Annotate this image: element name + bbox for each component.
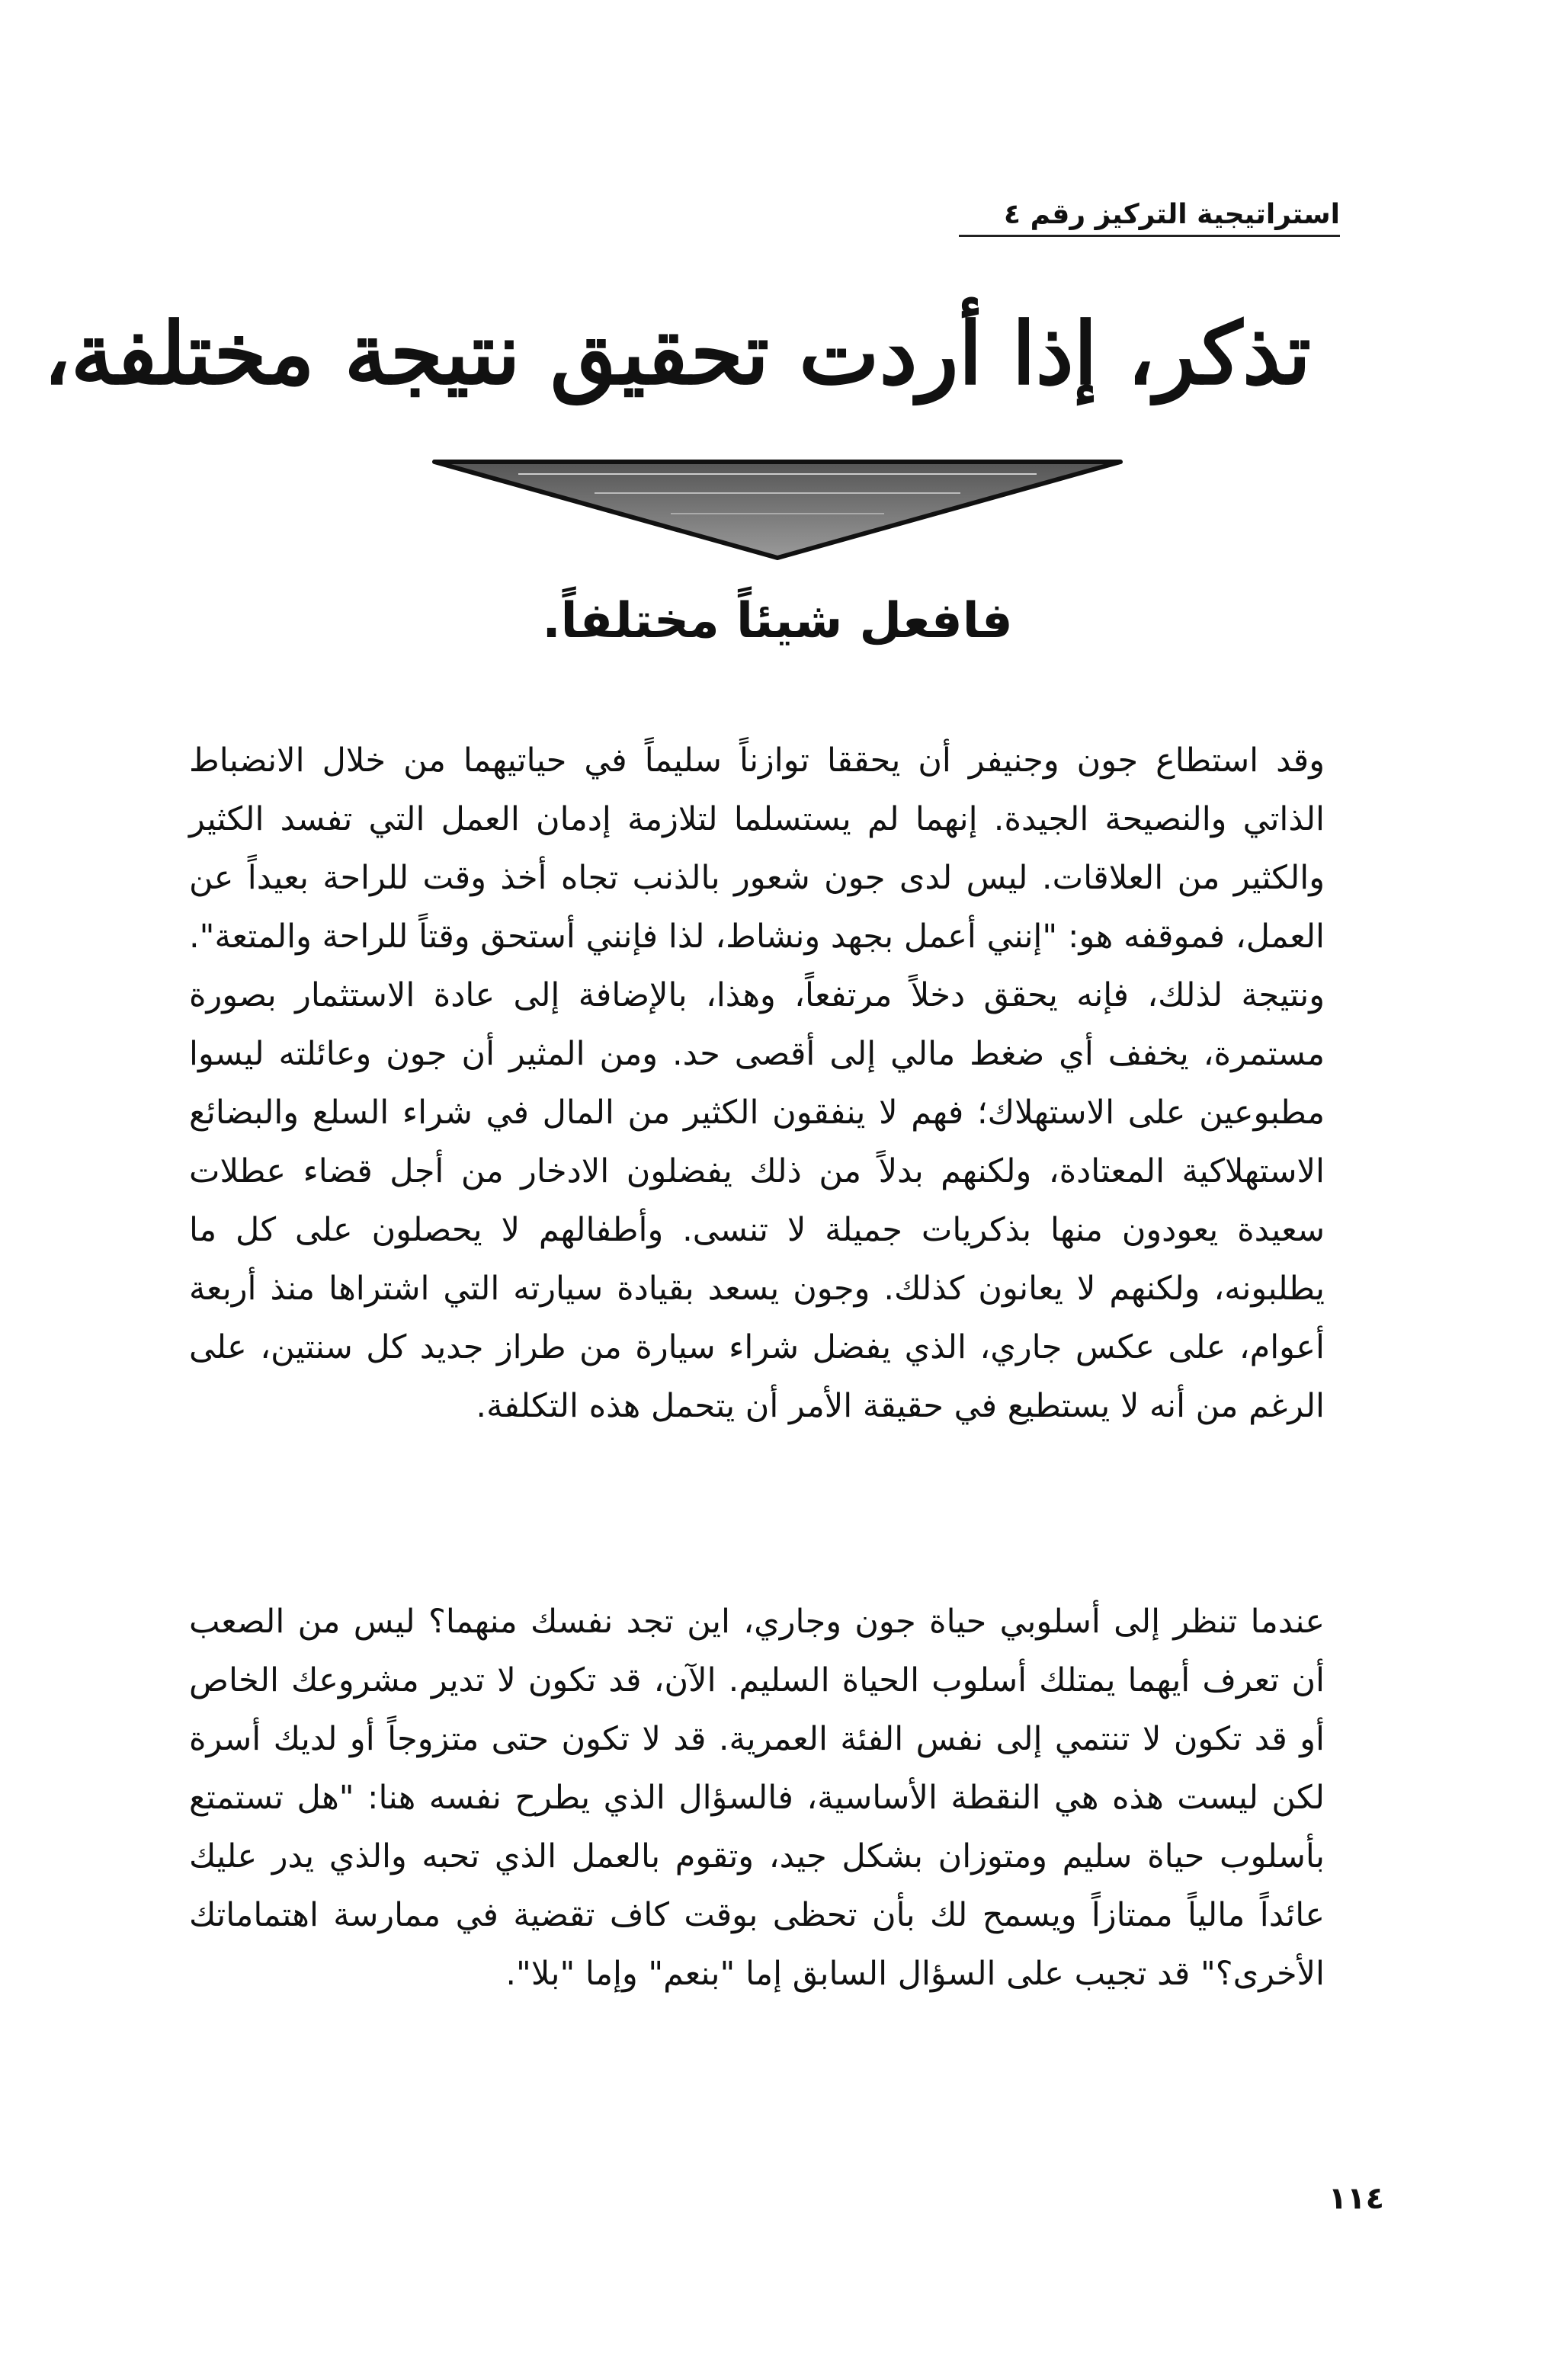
paragraph-2: عندما تنظر إلى أسلوبي حياة جون وجاري، اين تجد نفسك منهما؟ ليس من الصعب أن تعرف أيهما يمتلك أسلوب الحياة السليم. الآن، قد تكون لا تدير مشروعك الخاص أو قد تكون لا تنتمي إلى نفس الفئة العمرية. قد لا تكون حتى متزوجاً أو لديك أسرة لكن ليست هذه هي النقطة الأساسية، فالسؤال الذي يطرح نفسه هنا: "هل تستمتع بأسلوب حياة سليم ومتوزان بشكل جيد، وتقوم بالعمل الذي تحبه والذي يدر عليك عائداً مالياً ممتازاً ويسمح لك بأن تحظى بوقت كاف تقضية في ممارسة اهتماماتك الأخرى؟" قد تجيب على السؤال السابق إما "بنعم" وإما "بلا". [189, 1603, 1325, 1993]
page-number: ١١٤ [1328, 2181, 1384, 2216]
subheading: فافعل شيئاً مختلفاً. [542, 593, 1013, 649]
paragraph-1: وقد استطاع جون وجنيفر أن يحققا توازناً سليماً في حياتيهما من خلال الانضباط الذاتي والنصيحة الجيدة. إنهما لم يستسلما لتلازمة إدمان العمل التي تفسد الكثير والكثير من العلاقات. ليس لدى جون شعور بالذنب تجاه أخذ وقت للراحة بعيداً عن العمل، فموقفه هو: "إنني أعمل بجهد ونشاط، لذا فإنني أستحق وقتاً للراحة والمتعة". ونتيجة لذلك، فإنه يحقق دخلاً مرتفعاً، وهذا، بالإضافة إلى عادة الاستثمار بصورة مستمرة، يخفف أي ضغط مالي إلى أقصى حد. ومن المثير أن جون وعائلته ليسوا مطبوعين على الاستهلاك؛ فهم لا ينفقون الكثير من المال في شراء السلع والبضائع الاستهلاكية المعتادة، ولكنهم بدلاً من ذلك يفضلون الادخار من أجل قضاء عطلات سعيدة يعودون منها بذكريات جميلة لا تنسى. وأطفالهم لا يحصلون على كل ما يطلبونه، ولكنهم لا يعانون كذلك. وجون يسعد بقيادة سيارته التي اشتراها منذ أربعة أعوام، على عكس جاري، الذي يفضل شراء سيارة من طراز جديد كل سنتين، على الرغم من أنه لا يستطيع في حقيقة الأمر أن يتحمل هذه التكلفة. [189, 742, 1325, 1425]
chapter-headline: تذكر، إذا أردت تحقيق نتيجة مختلفة، [43, 304, 1311, 404]
running-head: استراتيجية التركيز رقم ٤ [959, 197, 1340, 237]
triangle-divider-icon [427, 451, 1128, 565]
